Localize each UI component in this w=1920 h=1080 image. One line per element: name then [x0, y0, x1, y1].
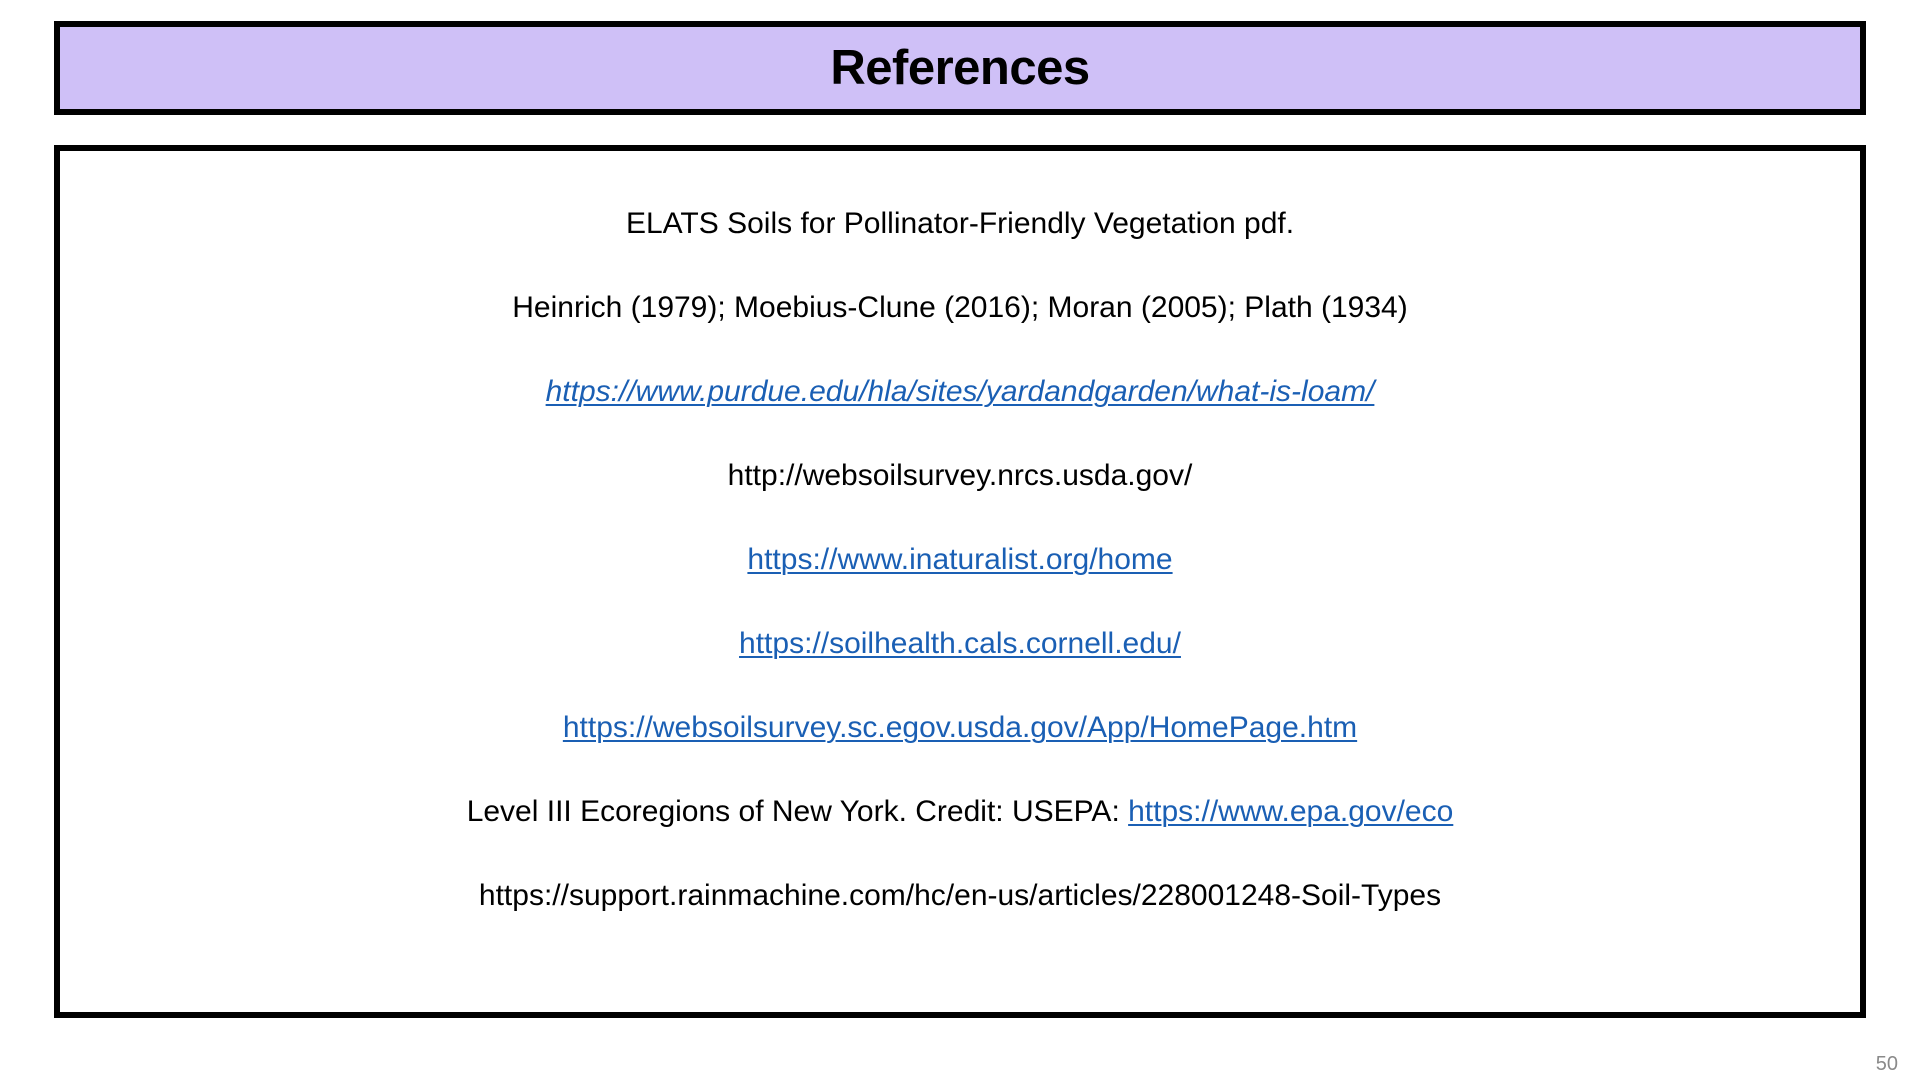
reference-elats-pdf [60, 207, 1860, 291]
reference-text: ELATS Soils for Pollinator-Friendly Vegetation pdf. [625, 207, 1295, 240]
page-number: 50 [1875, 1053, 1898, 1075]
title-bar [54, 21, 1866, 115]
references-box [54, 145, 1866, 1018]
reference-websoilsurvey-nrcs [60, 459, 1860, 543]
purdue-loam-link[interactable]: https://www.purdue.edu/hla/sites/yardandgarden/what-is-loam/ [545, 375, 1375, 408]
reference-prefix: Level III Ecoregions of New York. Credit: USEPA: [466, 795, 1129, 828]
reference-cornell [60, 627, 1860, 711]
references-list [60, 207, 1860, 963]
cornell-soilhealth-link[interactable]: https://soilhealth.cals.cornell.edu/ [739, 627, 1181, 660]
inaturalist-link[interactable]: https://www.inaturalist.org/home [747, 543, 1173, 576]
reference-ecoregions [60, 795, 1860, 879]
reference-websoilsurvey-egov [60, 711, 1860, 795]
page-title: References [830, 41, 1090, 95]
reference-text: Heinrich (1979); Moebius-Clune (2016); Moran (2005); Plath (1934) [512, 291, 1408, 324]
reference-inaturalist [60, 543, 1860, 627]
reference-purdue [60, 375, 1860, 459]
websoilsurvey-homepage-link[interactable]: https://websoilsurvey.sc.egov.usda.gov/App/HomePage.htm [562, 711, 1358, 744]
epa-eco-link[interactable]: https://www.epa.gov/eco [1128, 795, 1454, 828]
reference-citations [60, 291, 1860, 375]
reference-rainmachine [60, 879, 1860, 963]
reference-text: https://support.rainmachine.com/hc/en-us/articles/228001248-Soil-Types [478, 879, 1442, 912]
reference-text: http://websoilsurvey.nrcs.usda.gov/ [727, 459, 1193, 492]
